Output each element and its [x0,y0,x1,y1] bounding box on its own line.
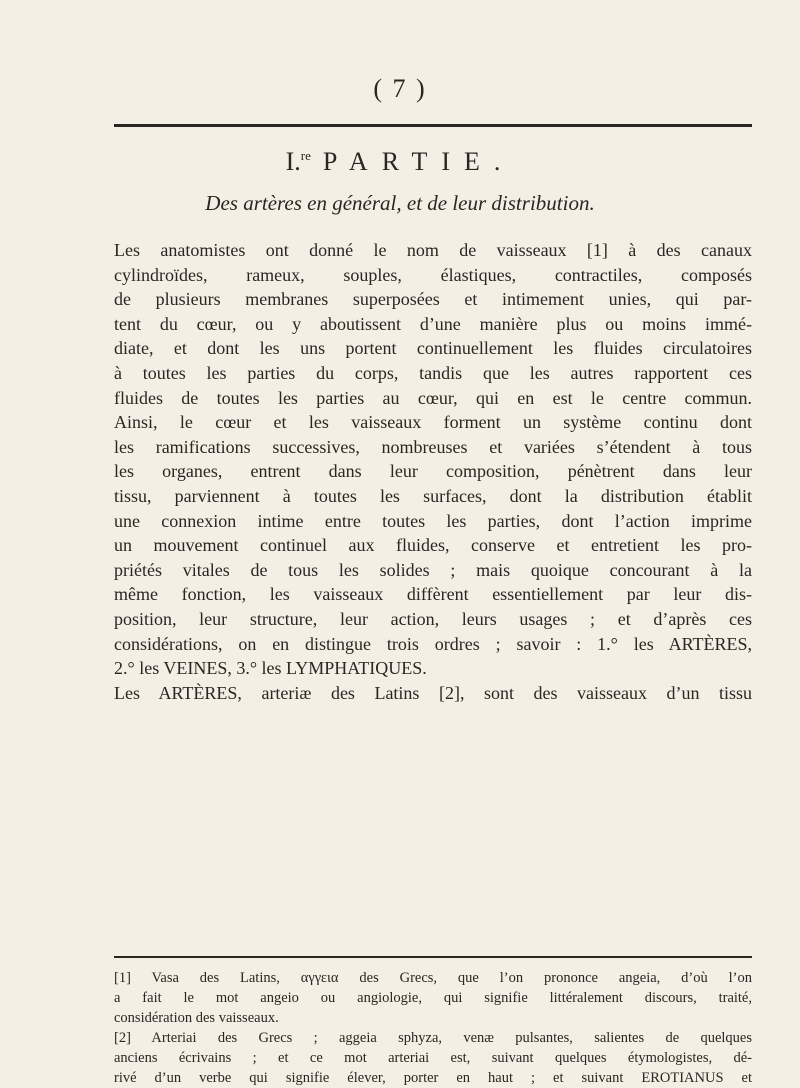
body-line-4: tent du cœur, ou y aboutissent d’une manière plus ou moins immé- [114,313,752,334]
body-line-5: diate, et dont les uns portent continuellement les fluides circulatoires [114,338,752,359]
part-heading [0,140,800,178]
body-text [114,238,752,705]
section-title: Des artères en général, et de leur distribution. [205,191,595,215]
body-line-10: les organes, entrent dans leur composition, pénètrent dans leur [114,461,752,482]
footnote-line-2: a fait le mot angeio ou angiologie, qui signifie littéralement discours, traité, [114,990,752,1006]
part-word: PARTIE. [322,147,515,176]
footnote-line-1: [1] Vasa des Latins, αγγεια des Grecs, que l’on prononce angeia, d’où l’on [114,970,752,986]
body-line-2: cylindroïdes, rameux, souples, élastiques, contractiles, composés [114,264,752,285]
footnote-rule [114,956,752,958]
body-line-11: tissu, parviennent à toutes les surfaces, dont la distribution établit [114,485,752,506]
body-line-13: un mouvement continuel aux fluides, conserve et entretient les pro- [114,535,752,556]
footnote-line-6: rivé d’un verbe qui signifie élever, porter en haut ; et suivant EROTIANUS et [114,1070,752,1086]
body-line-8: Ainsi, le cœur et les vaisseaux forment un système continu dont [114,412,752,433]
body-line-15: même fonction, les vaisseaux diffèrent essentiellement par leur dis- [114,584,752,605]
body-line-9: les ramifications successives, nombreuses et variées s’étendent à tous [114,436,752,457]
body-line-12: une connexion intime entre toutes les parties, dont l’action imprime [114,510,752,531]
footnote-line-3: considération des vaisseaux. [114,1010,279,1026]
footnote-line-4: [2] Arteriai des Grecs ; aggeia sphyza, venæ pulsantes, salientes de quelques [114,1030,752,1046]
body-line-17: considérations, on en distingue trois ordres ; savoir : 1.° les ARTÈRES, [114,633,752,654]
body-line-6: à toutes les parties du corps, tandis que les autres rapportent ces [114,362,752,383]
top-rule [114,124,752,127]
footnote-line-5: anciens écrivains ; et ce mot arteriai est, suivant quelques étymologistes, dé- [114,1050,752,1066]
body-line-3: de plusieurs membranes superposées et intimement unies, qui par- [114,289,752,310]
body-line-16: position, leur structure, leur action, leurs usages ; et d’après ces [114,608,752,629]
page-number: ( 7 ) [373,74,427,103]
body-line-7: fluides de toutes les parties au cœur, qui en est le centre commun. [114,387,752,408]
body-line-19: Les ARTÈRES, arteriæ des Latins [2], sont des vaisseaux d’un tissu [114,682,752,703]
body-line-1: Les anatomistes ont donné le nom de vaisseaux [1] à des canaux [114,240,752,260]
body-line-14: priétés vitales de tous les solides ; mais quoique concourant à la [114,559,752,580]
part-number-superscript: re [300,148,311,163]
footnotes [114,968,752,1088]
body-line-18: 2.° les VEINES, 3.° les LYMPHATIQUES. [114,658,427,679]
part-number: I. [285,147,301,176]
